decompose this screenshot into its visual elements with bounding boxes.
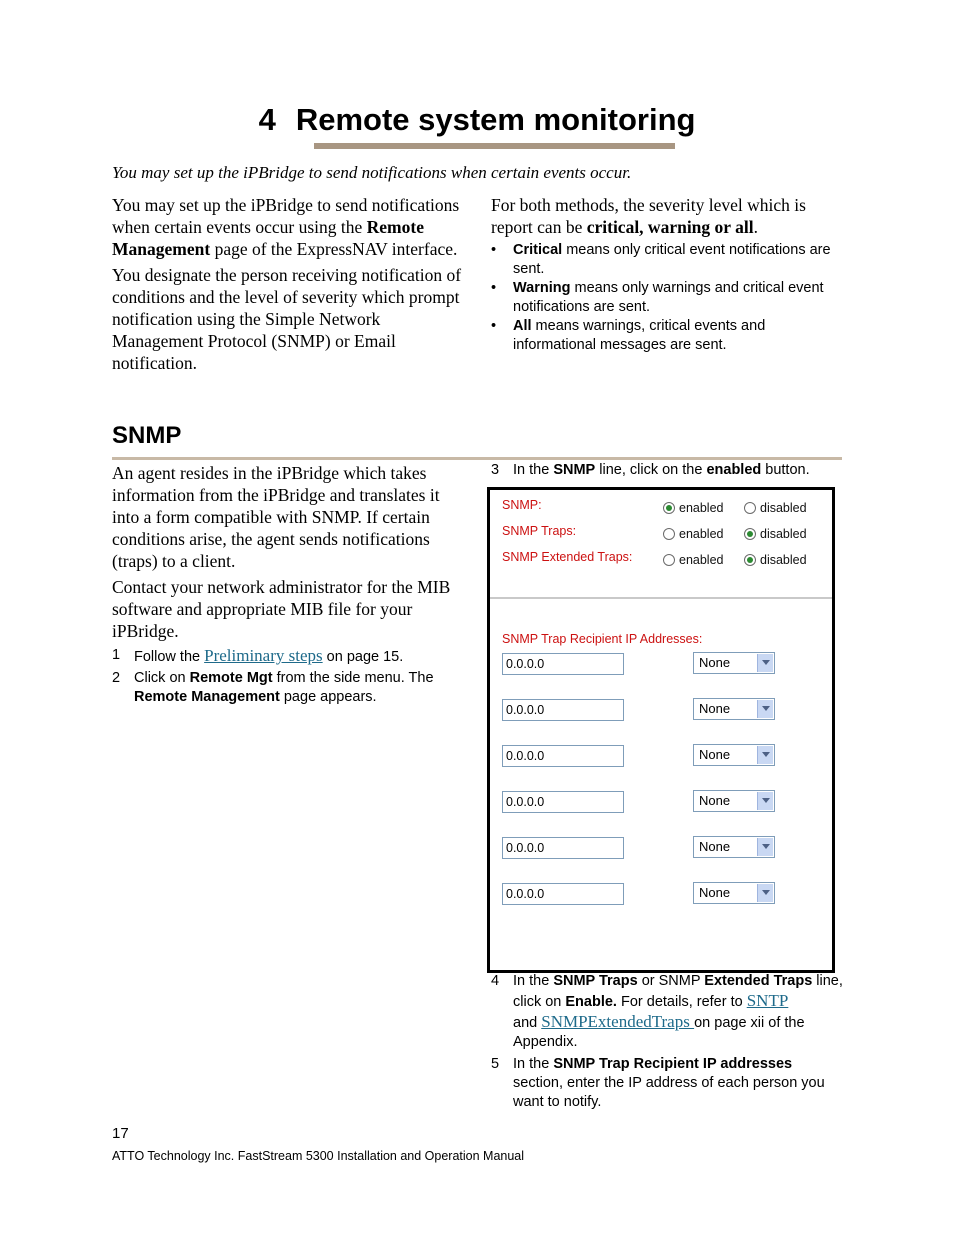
step-number: 2 [112,670,121,686]
bold-text: critical, warning or all [586,217,754,237]
text: . [753,217,758,237]
snmp-left-column [112,462,464,709]
list-item [491,317,846,355]
bold-text: Warning [513,280,571,296]
text: You may set up the iPBridge to send notifications when certain events occur using the [112,195,460,237]
bold-text: Enable. [565,994,617,1010]
text: or SNMP [637,973,705,989]
select-value: None [699,839,731,854]
select-value: None [699,655,731,670]
recipient-level-select-4[interactable] [693,790,775,812]
preliminary-steps-link[interactable]: Preliminary steps [204,646,323,665]
radio-icon[interactable] [744,502,756,514]
step-3-item [491,461,846,480]
section-rule [112,457,842,460]
chevron-down-icon[interactable] [757,654,773,672]
recipient-level-select-1[interactable] [693,652,775,674]
select-value: None [699,885,731,900]
radio-icon[interactable] [663,554,675,566]
chevron-down-icon[interactable] [757,792,773,810]
step-number: 5 [491,1056,500,1072]
select-value: None [699,701,731,716]
snmp-traps-enabled-radio[interactable] [663,527,724,541]
bullet-icon: • [491,280,497,296]
text: line, click on [513,973,843,1010]
recipient-level-select-5[interactable] [693,836,775,858]
option-label: disabled [760,553,807,567]
text: means only warnings and critical event notifications are sent. [513,280,824,315]
recipient-ip-input-1[interactable]: 0.0.0.0 [502,653,624,675]
recipient-ip-input-4[interactable]: 0.0.0.0 [502,791,624,813]
bullet-icon: • [491,242,497,258]
panel-divider [490,597,832,599]
recipient-level-select-6[interactable] [693,882,775,904]
snmp-settings-panel [487,487,835,973]
option-label: enabled [679,527,724,541]
snmp-enabled-radio[interactable] [663,501,724,515]
chapter-title-text: Remote system monitoring [295,102,696,137]
chevron-down-icon[interactable] [757,746,773,764]
step-number: 3 [491,462,500,478]
text: from the side menu. The [272,670,434,686]
snmp-extended-traps-link[interactable]: SNMPExtendedTraps [541,1012,695,1031]
recipient-ip-input-3[interactable]: 0.0.0.0 [502,745,624,767]
steps-4-5 [491,972,843,1114]
radio-icon[interactable] [663,528,675,540]
step-5 [491,1055,843,1112]
radio-icon[interactable] [744,528,756,540]
bold-text: All [513,318,532,334]
text: means warnings, critical events and informational messages are sent. [513,318,766,353]
snmp-label: SNMP: [502,498,542,512]
left-paragraph-1 [112,194,464,260]
recipient-ip-input-6[interactable]: 0.0.0.0 [502,883,624,905]
title-rule [314,143,675,149]
step-1 [112,646,464,667]
bold-text: Extended Traps [704,973,813,989]
text: For details, refer to [616,994,747,1010]
steps-list [491,461,846,480]
snmp-extended-traps-enabled-radio[interactable] [663,553,724,567]
snmp-disabled-radio[interactable] [744,501,807,515]
option-label: disabled [760,501,807,515]
list-item [491,241,846,279]
option-label: disabled [760,527,807,541]
text: In the [513,1056,554,1072]
text: page of the ExpressNAV interface. [210,239,458,259]
bold-text: Remote Management [134,689,280,705]
sntp-link[interactable]: SNTP [746,991,789,1010]
text: line, click on the [595,462,707,478]
chapter-title [0,102,954,138]
text: For both methods, the severity level which is report can be [491,195,806,237]
right-column [491,194,846,355]
bold-text: Remote Management [112,217,424,259]
text: on page 15. [322,649,404,665]
section-title: SNMP [112,422,182,449]
steps-list [491,972,843,1112]
step-number: 4 [491,973,500,989]
chevron-down-icon[interactable] [757,700,773,718]
recipient-level-select-3[interactable] [693,744,775,766]
text: In the [513,973,554,989]
text: button. [761,462,810,478]
snmp-extended-traps-label: SNMP Extended Traps: [502,550,633,564]
select-value: None [699,793,731,808]
right-paragraph-1 [491,194,846,238]
step-2 [112,669,464,707]
snmp-traps-disabled-radio[interactable] [744,527,807,541]
chevron-down-icon[interactable] [757,838,773,856]
radio-icon[interactable] [744,554,756,566]
recipient-ip-input-2[interactable]: 0.0.0.0 [502,699,624,721]
page-number: 17 [112,1125,129,1142]
step-4 [491,972,843,1052]
severity-list [491,241,846,355]
bold-text: Remote Mgt [189,670,273,686]
bold-text: enabled [706,462,762,478]
text: In the [513,462,554,478]
step-number: 1 [112,647,121,663]
radio-icon[interactable] [663,502,675,514]
text: means only critical event notifications are sent. [513,242,831,277]
bold-text: SNMP Traps [553,973,638,989]
bullet-icon: • [491,318,497,334]
footer-text: ATTO Technology Inc. FastStream 5300 Installation and Operation Manual [112,1149,525,1163]
intro-text: You may set up the iPBridge to send notifications when certain events occur. [112,163,632,182]
snmp-paragraph-1: An agent resides in the iPBridge which takes information from the iPBridge and translates it into a form compatible with SNMP. If certain conditions arise, the agent sends notifications (traps) to a client. [112,463,440,571]
snmp-traps-label: SNMP Traps: [502,524,577,538]
chevron-down-icon[interactable] [757,884,773,902]
text: Follow the [134,649,205,665]
text: on page xii of the Appendix. [513,1015,805,1050]
step-3 [491,461,846,482]
snmp-extended-traps-disabled-radio[interactable] [744,553,807,567]
steps-list [112,646,464,707]
option-label: enabled [679,501,724,515]
recipient-level-select-2[interactable] [693,698,775,720]
text: and [513,1015,542,1031]
option-label: enabled [679,553,724,567]
left-paragraph-2: You designate the person receiving notification of conditions and the level of severity which prompt notification using the Simple Network Management Protocol (SNMP) or Email notification. [112,265,462,373]
bold-text: SNMP Trap Recipient IP addresses [553,1056,793,1072]
list-item [491,279,846,317]
snmp-paragraph-2: Contact your network administrator for the MIB software and appropriate MIB file for your iPBridge. [112,577,451,641]
recipients-label: SNMP Trap Recipient IP Addresses: [502,632,703,646]
text: page appears. [279,689,377,705]
bold-text: SNMP [553,462,596,478]
select-value: None [699,747,731,762]
recipient-ip-input-5[interactable]: 0.0.0.0 [502,837,624,859]
text: section, enter the IP address of each person you want to notify. [513,1075,825,1110]
left-column [112,194,464,378]
text: Click on [134,670,190,686]
bold-text: Critical [513,242,563,258]
chapter-number: 4 [258,102,276,137]
